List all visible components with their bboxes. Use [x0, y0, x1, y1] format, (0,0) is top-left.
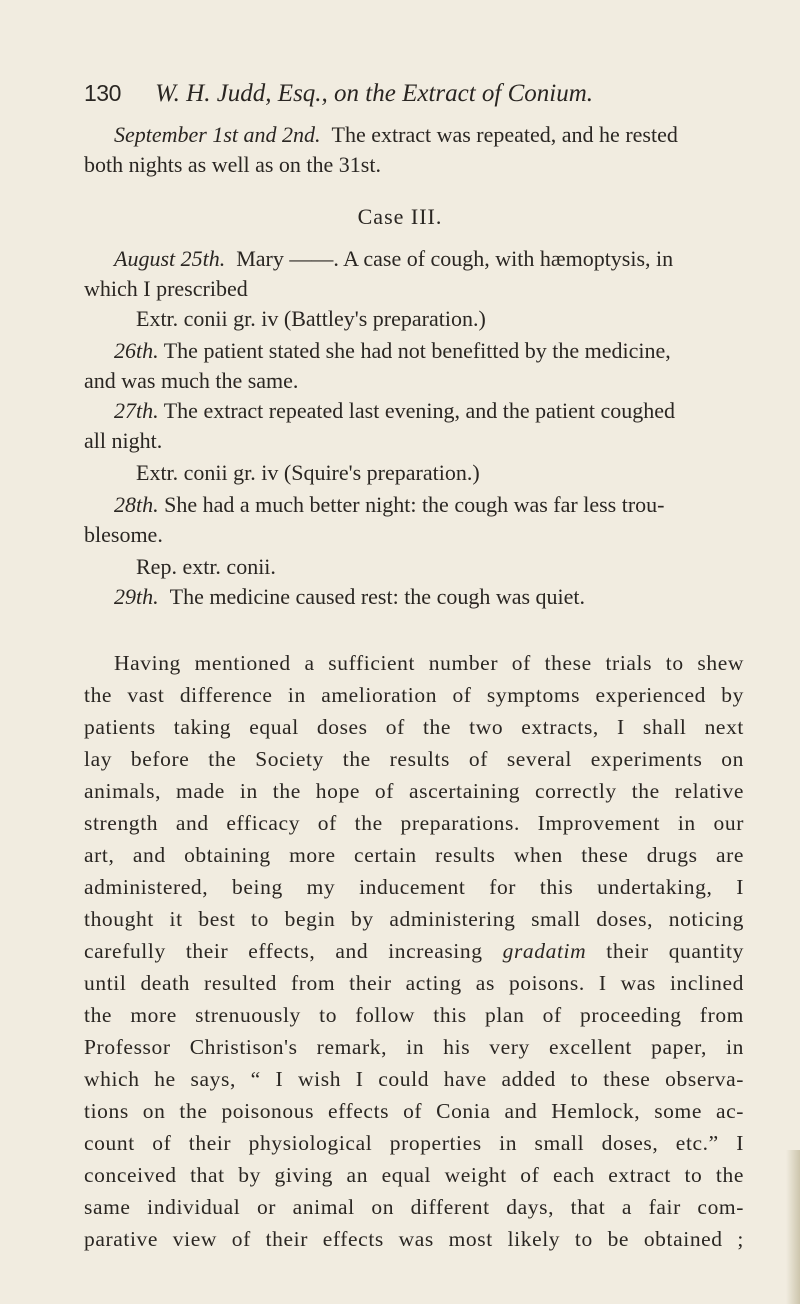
paragraph-line: Professor Christison's remark, in his very excellent paper, in	[84, 1035, 744, 1059]
entry-aug26-date: 26th.	[114, 338, 159, 363]
paragraph-line: tions on the poisonous effects of Conia and Hemlock, some ac-	[84, 1099, 744, 1123]
entry-aug27-prescription: Extr. conii gr. iv (Squire's preparation.)	[136, 460, 480, 485]
entry-aug28-line-1	[114, 490, 744, 520]
paragraph-line: lay before the Society the results of several experiments on	[84, 747, 744, 771]
case-intro-date: September 1st and 2nd.	[114, 122, 321, 147]
entry-aug26-line-2: and was much the same.	[84, 368, 299, 393]
paragraph-line: thought it best to begin by administering small doses, noticing	[84, 907, 744, 931]
case-intro-line-2: both nights as well as on the 31st.	[84, 152, 381, 177]
entry-aug29-line-1	[114, 582, 774, 612]
entry-aug28-prescription: Rep. extr. conii.	[136, 554, 276, 579]
entry-aug26-line-1	[114, 336, 744, 366]
entry-aug27-text: The extract repeated last evening, and the patient coughed	[163, 398, 676, 423]
page-number: 130	[84, 80, 121, 106]
case-heading: Case III.	[357, 204, 443, 229]
paragraph-segment: carefully their effects, and increasing	[84, 939, 483, 963]
page-edge-shadow	[786, 1150, 800, 1304]
paragraph-line-with-italic	[84, 936, 744, 966]
paragraph-line: the vast difference in amelioration of symptoms experienced by	[84, 683, 744, 707]
paragraph-line: count of their physiological properties in small doses, etc.” I	[84, 1131, 744, 1155]
entry-aug26-text: The patient stated she had not benefitted by the medicine,	[163, 338, 671, 363]
case-intro-text: The extract was repeated, and he rested	[331, 122, 678, 147]
entry-aug29-text: The medicine caused rest: the cough was quiet.	[169, 584, 586, 609]
paragraph-line: until death resulted from their acting as poisons. I was inclined	[84, 971, 744, 995]
entry-aug25-date: August 25th.	[114, 246, 226, 271]
entry-aug25-text: Mary ——. A case of cough, with hæmoptysis, in	[236, 246, 674, 271]
paragraph-segment: their quantity	[606, 939, 744, 963]
italic-term: gradatim	[502, 939, 587, 963]
entry-aug28-date: 28th.	[114, 492, 159, 517]
paragraph-line: conceived that by giving an equal weight of each extract to the	[84, 1163, 744, 1187]
entry-aug28-line-2: blesome.	[84, 522, 163, 547]
paragraph-line: strength and efficacy of the preparations. Improvement in our	[84, 811, 744, 835]
running-title: W. H. Judd, Esq., on the Extract of Conium.	[155, 80, 594, 107]
entry-aug27-date: 27th.	[114, 398, 159, 423]
entry-aug25-prescription: Extr. conii gr. iv (Battley's preparation.)	[136, 306, 486, 331]
case-intro-line-1	[114, 120, 744, 150]
paragraph-line: patients taking equal doses of the two extracts, I shall next	[84, 715, 744, 739]
paragraph-line: parative view of their effects was most likely to be obtained ;	[84, 1227, 744, 1251]
paragraph-line: which he says, “ I wish I could have added to these observa-	[84, 1067, 744, 1091]
entry-aug27-line-1	[114, 396, 744, 426]
paragraph-line: Having mentioned a sufficient number of these trials to shew	[114, 651, 744, 675]
entry-aug28-text: She had a much better night: the cough was far less trou-	[164, 492, 665, 517]
paragraph-line: the more strenuously to follow this plan of proceeding from	[84, 1003, 744, 1027]
entry-aug25-line-1	[114, 244, 744, 274]
entry-aug29-date: 29th.	[114, 584, 159, 609]
paragraph-line: administered, being my inducement for this undertaking, I	[84, 875, 744, 899]
paragraph-line: same individual or animal on different days, that a fair com-	[84, 1195, 744, 1219]
entry-aug27-line-2: all night.	[84, 428, 163, 453]
paragraph-line: art, and obtaining more certain results when these drugs are	[84, 843, 744, 867]
entry-aug25-line-2: which I prescribed	[84, 276, 248, 301]
running-header	[84, 80, 700, 108]
paragraph-line: animals, made in the hope of ascertaining correctly the relative	[84, 779, 744, 803]
